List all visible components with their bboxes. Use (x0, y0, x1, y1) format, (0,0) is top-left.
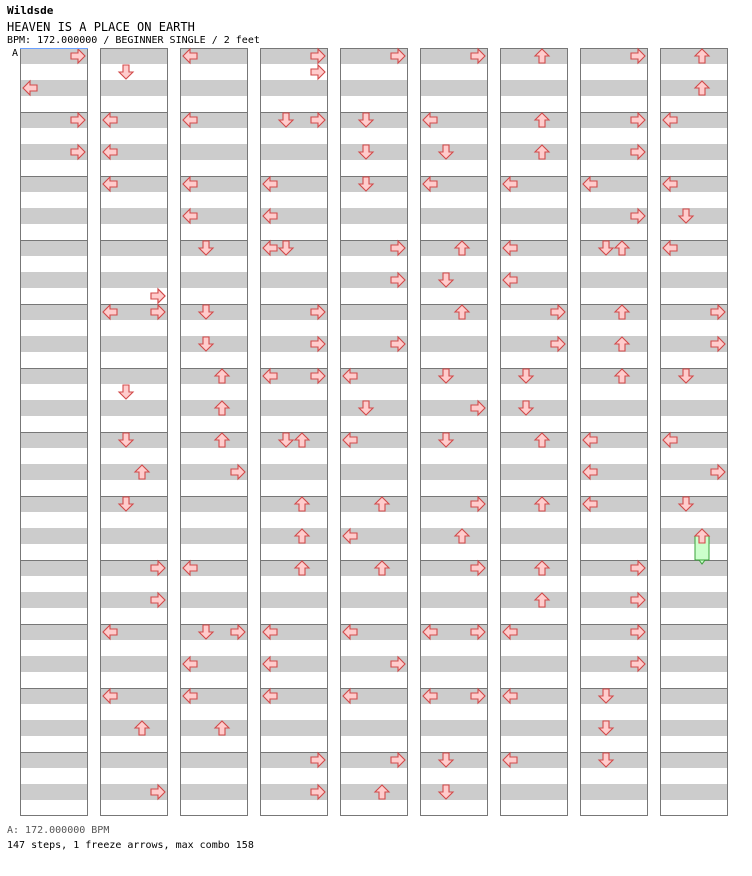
measure (100, 496, 168, 560)
measure (660, 688, 728, 752)
artist-name: Wildsde (7, 4, 54, 17)
measure (420, 304, 488, 368)
measure (500, 496, 568, 560)
measure (660, 496, 728, 560)
chart-column (580, 48, 648, 816)
measure (180, 368, 248, 432)
measure (20, 240, 88, 304)
measure (180, 752, 248, 816)
measure (580, 304, 648, 368)
measure (660, 48, 728, 112)
measure (340, 560, 408, 624)
measure (20, 368, 88, 432)
chart-column (20, 48, 88, 816)
measure (340, 176, 408, 240)
measure (500, 432, 568, 496)
measure (340, 304, 408, 368)
measure (420, 752, 488, 816)
song-title: HEAVEN IS A PLACE ON EARTH (7, 20, 195, 34)
measure (500, 112, 568, 176)
measure (100, 48, 168, 112)
measure (20, 496, 88, 560)
measure (420, 240, 488, 304)
measure (420, 432, 488, 496)
measure (20, 624, 88, 688)
measure (100, 752, 168, 816)
measure (340, 496, 408, 560)
measure (260, 496, 328, 560)
measure (260, 560, 328, 624)
stats-footer: 147 steps, 1 freeze arrows, max combo 158 (7, 840, 254, 851)
measure (20, 688, 88, 752)
chart-column (660, 48, 728, 816)
measure (100, 432, 168, 496)
bpm-marker-label: A (12, 48, 19, 59)
measure (260, 432, 328, 496)
measure (580, 752, 648, 816)
measure (580, 368, 648, 432)
chart-info: BPM: 172.000000 / BEGINNER SINGLE / 2 feet (7, 35, 260, 46)
measure (20, 176, 88, 240)
measure (20, 752, 88, 816)
measure (500, 48, 568, 112)
measure (580, 688, 648, 752)
measure (500, 368, 568, 432)
bpm-footer: A: 172.000000 BPM (7, 825, 110, 836)
bpm-change-marker (20, 48, 88, 49)
measure (20, 560, 88, 624)
measure (180, 240, 248, 304)
measure (580, 240, 648, 304)
measure (660, 560, 728, 624)
measure (180, 304, 248, 368)
measure (420, 368, 488, 432)
measure (100, 368, 168, 432)
measure (500, 560, 568, 624)
measure (180, 496, 248, 560)
measure (340, 112, 408, 176)
measure (180, 432, 248, 496)
measure (660, 624, 728, 688)
measure (20, 432, 88, 496)
measure (660, 368, 728, 432)
measure (20, 304, 88, 368)
measure (660, 752, 728, 816)
